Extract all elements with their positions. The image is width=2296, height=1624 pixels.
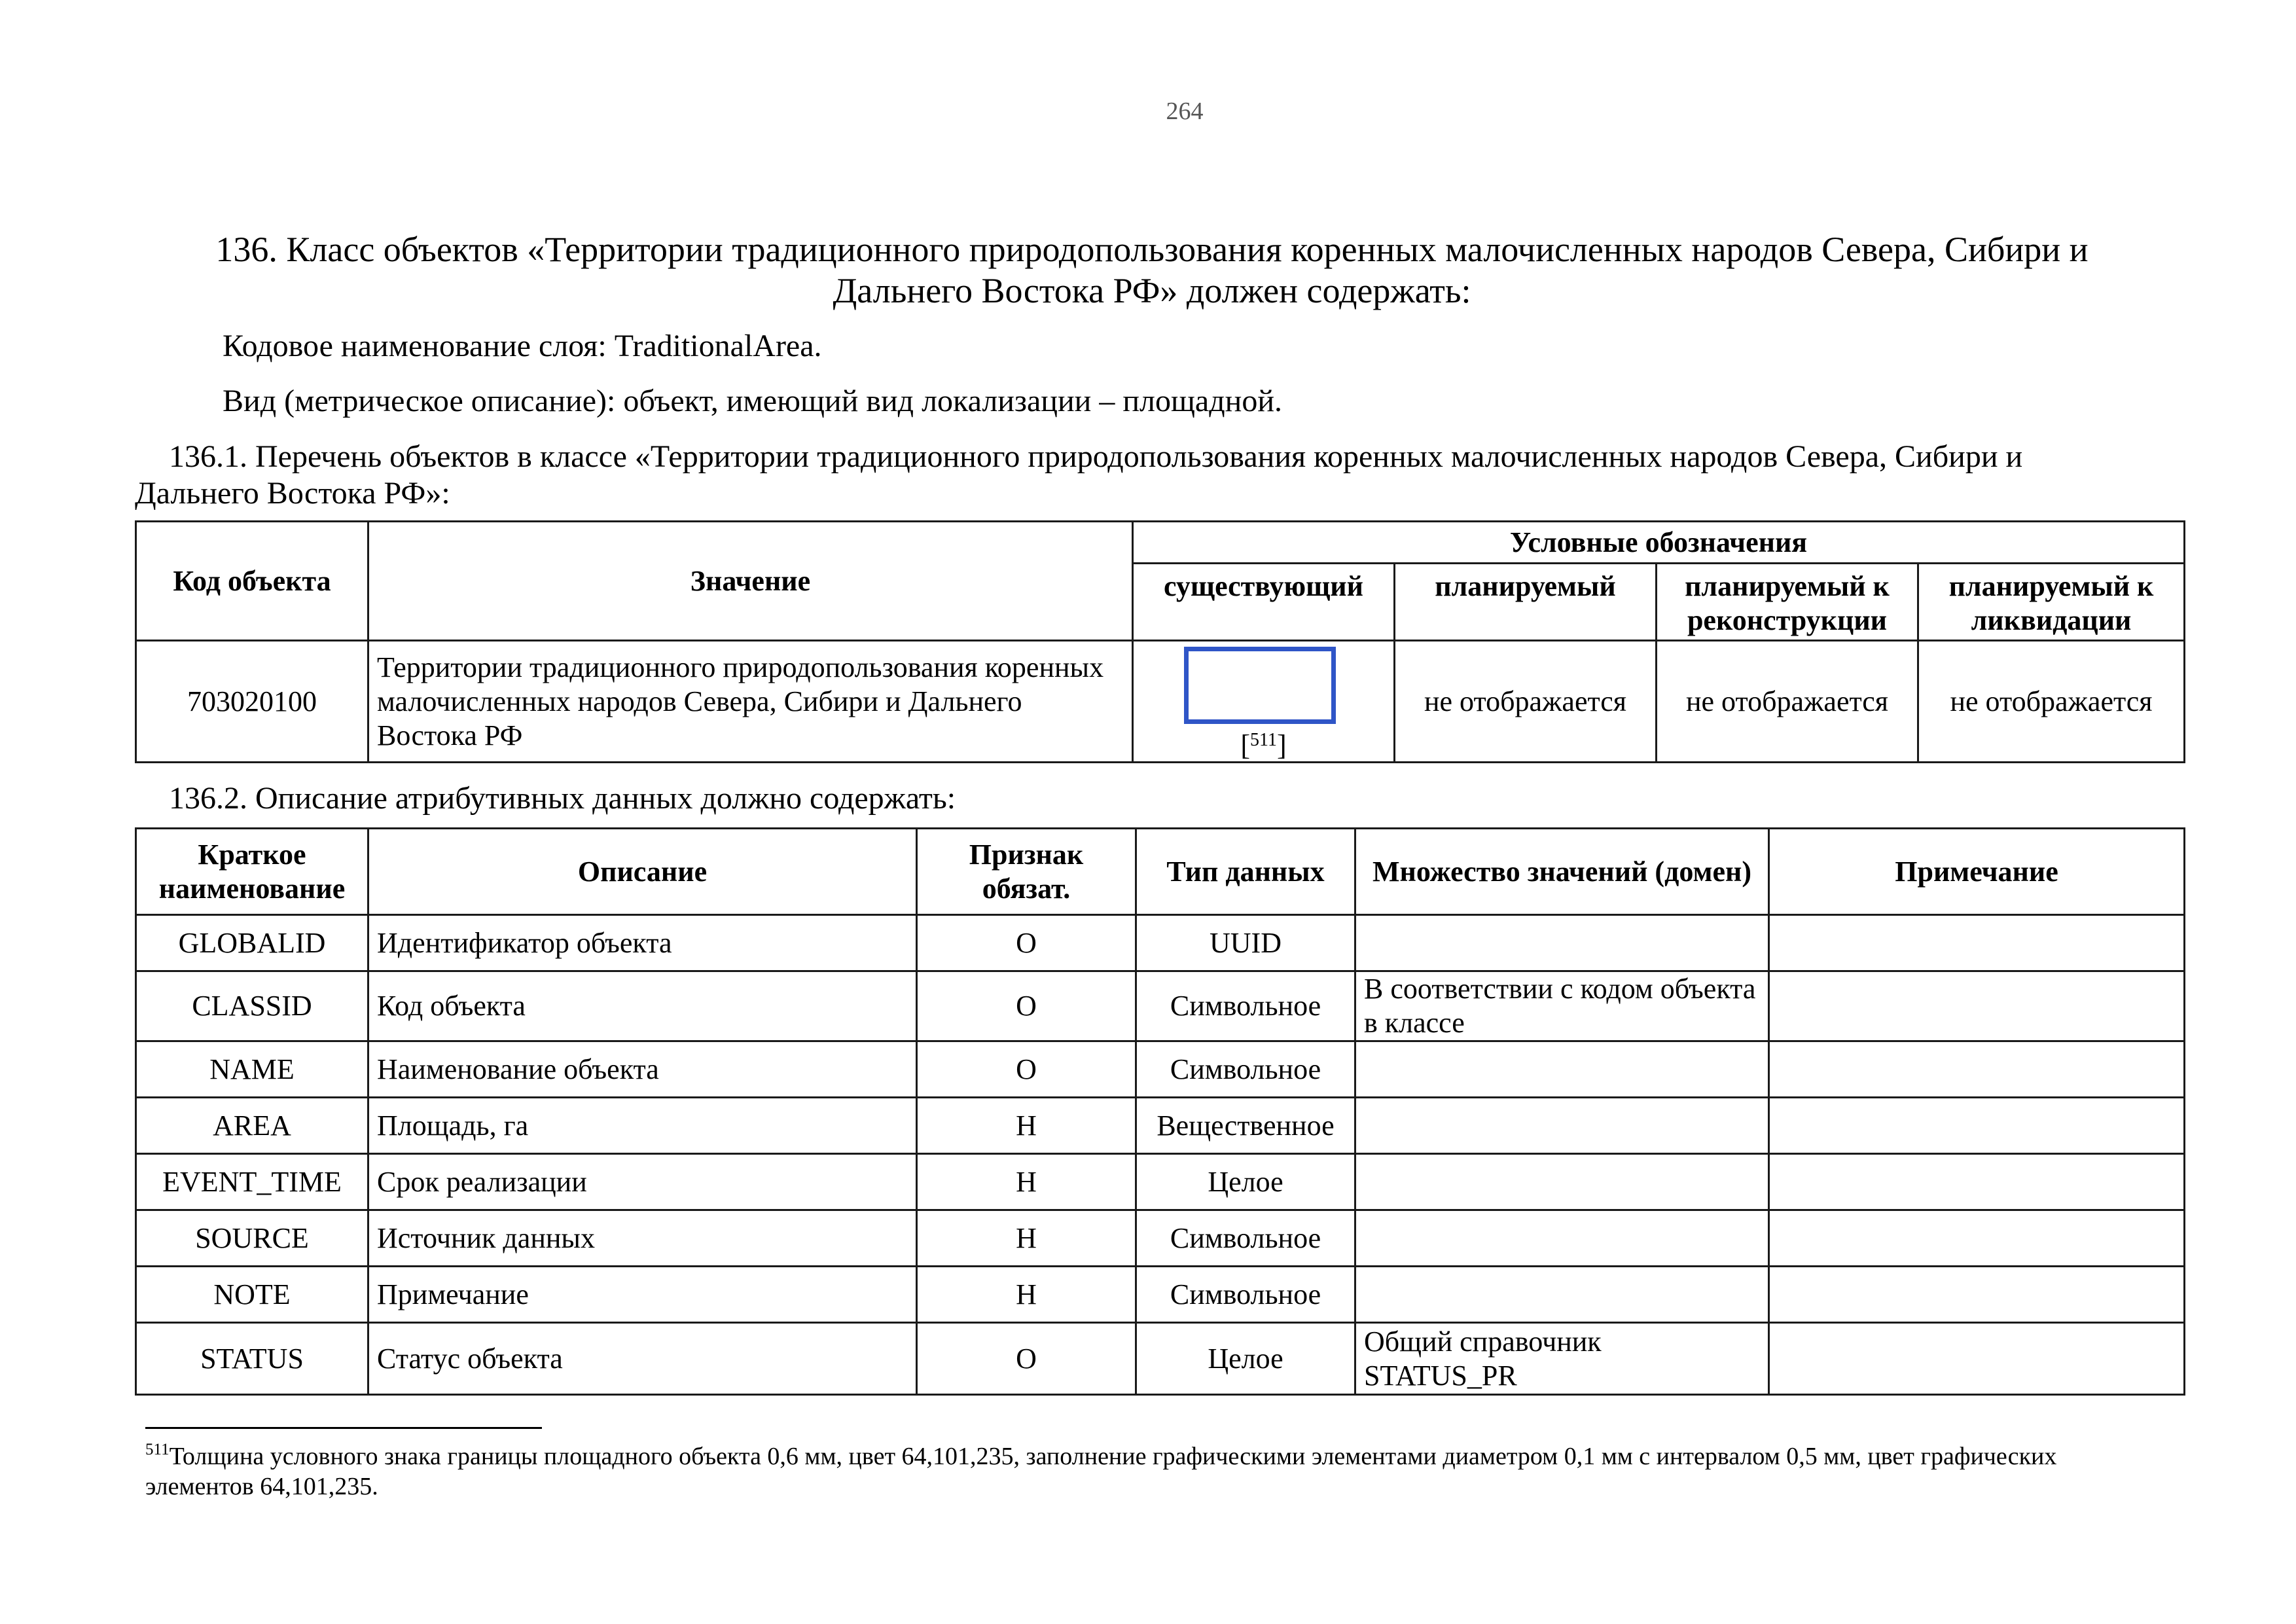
attr-note [1769, 1098, 2185, 1154]
area-symbol-swatch [1184, 647, 1336, 724]
header-required: Признак обязат. [917, 829, 1136, 915]
attr-short-name: SOURCE [136, 1210, 368, 1267]
attr-description: Идентификатор объекта [368, 915, 917, 971]
attr-domain [1355, 915, 1769, 971]
table-row [136, 1041, 2185, 1098]
geometry-line: Вид (метрическое описание): объект, имеющий вид локализации – площадной. [223, 384, 1283, 418]
header-existing: существующий [1133, 564, 1395, 641]
planned-value: не отображается [1395, 641, 1657, 763]
attributes-heading: 136.2. Описание атрибутивных данных должно содержать: [169, 781, 956, 816]
attr-short-name: GLOBALID [136, 915, 368, 971]
table-row [136, 1098, 2185, 1154]
attr-short-name: AREA [136, 1098, 368, 1154]
attr-short-name: EVENT_TIME [136, 1154, 368, 1210]
object-code: 703020100 [136, 641, 368, 763]
attr-short-name: NOTE [136, 1267, 368, 1323]
header-planned-liquidation: планируемый к ликвидации [1918, 564, 2185, 641]
attr-note [1769, 1210, 2185, 1267]
attr-required: Н [917, 1154, 1136, 1210]
header-code: Код объекта [136, 522, 368, 641]
page-number: 264 [1166, 98, 1204, 125]
attr-description: Примечание [368, 1267, 917, 1323]
attr-required: О [917, 915, 1136, 971]
attr-data-type: Символьное [1136, 1267, 1355, 1323]
list-heading-line2: Дальнего Востока РФ»: [135, 476, 450, 511]
attr-note [1769, 1154, 2185, 1210]
attr-short-name: STATUS [136, 1323, 368, 1395]
attr-short-name: CLASSID [136, 971, 368, 1041]
footnote-reference[interactable]: [$^{511}$] [1240, 729, 1287, 761]
attr-short-name: NAME [136, 1041, 368, 1098]
attr-required: Н [917, 1267, 1136, 1323]
header-description: Описание [368, 829, 917, 915]
table-row [136, 1210, 2185, 1267]
footnote-separator [145, 1427, 542, 1429]
planned-liquidation-value: не отображается [1918, 641, 2185, 763]
attr-note [1769, 1041, 2185, 1098]
table-row [136, 1323, 2185, 1395]
table-row [136, 641, 2185, 763]
attr-data-type: UUID [1136, 915, 1355, 971]
attr-domain [1355, 1267, 1769, 1323]
attributes-table [135, 827, 2185, 1396]
attr-domain: Общий справочник STATUS_PR [1355, 1323, 1769, 1395]
attr-data-type: Символьное [1136, 1210, 1355, 1267]
object-legend-table [135, 520, 2185, 763]
attr-domain [1355, 1210, 1769, 1267]
footnote-text: Толщина условного знака границы площадного объекта 0,6 мм, цвет 64,101,235, заполнение графическими элементами диаметром 0,1 мм с интервалом 0,5 мм, цвет графических элементов 64,101,235. [145, 1443, 2057, 1500]
header-data-type: Тип данных [1136, 829, 1355, 915]
attr-required: Н [917, 1098, 1136, 1154]
attr-data-type: Целое [1136, 1154, 1355, 1210]
attr-domain [1355, 1041, 1769, 1098]
attr-description: Код объекта [368, 971, 917, 1041]
attr-required: Н [917, 1210, 1136, 1267]
attr-note [1769, 971, 2185, 1041]
header-short-name: Краткое наименование [136, 829, 368, 915]
attr-description: Площадь, га [368, 1098, 917, 1154]
table-row [136, 1267, 2185, 1323]
header-value: Значение [368, 522, 1133, 641]
attr-note [1769, 915, 2185, 971]
header-planned-reconstruction: планируемый к реконструкции [1657, 564, 1918, 641]
section-heading: 136. Класс объектов «Территории традиционного природопользования коренных малочисленных народов Севера, Сибири и Дальнего Востока РФ» должен содержать: [215, 230, 2089, 310]
attr-description: Срок реализации [368, 1154, 917, 1210]
attr-description: Источник данных [368, 1210, 917, 1267]
attr-note [1769, 1267, 2185, 1323]
attr-description: Статус объекта [368, 1323, 917, 1395]
existing-symbol-cell [1133, 641, 1395, 763]
footnote [145, 1441, 2148, 1502]
table-row [136, 915, 2185, 971]
attr-required: О [917, 1041, 1136, 1098]
header-note: Примечание [1769, 829, 2185, 915]
layer-code-line: Кодовое наименование слоя: TraditionalArea. [223, 329, 822, 363]
header-symbols: Условные обозначения [1133, 522, 2185, 564]
list-heading-line1: 136.1. Перечень объектов в классе «Территории традиционного природопользования коренных малочисленных народов Севера, Сибири и [169, 439, 2023, 474]
attr-data-type: Вещественное [1136, 1098, 1355, 1154]
attr-domain [1355, 1098, 1769, 1154]
attr-description: Наименование объекта [368, 1041, 917, 1098]
planned-reconstruction-value: не отображается [1657, 641, 1918, 763]
header-planned: планируемый [1395, 564, 1657, 641]
attr-note [1769, 1323, 2185, 1395]
table-row [136, 971, 2185, 1041]
attr-data-type: Целое [1136, 1323, 1355, 1395]
header-domain: Множество значений (домен) [1355, 829, 1769, 915]
attr-required: О [917, 1323, 1136, 1395]
attr-data-type: Символьное [1136, 1041, 1355, 1098]
footnote-number: 511 [145, 1441, 170, 1458]
attr-domain [1355, 1154, 1769, 1210]
object-value: Территории традиционного природопользования коренных малочисленных народов Севера, Сибири и Дальнего Востока РФ [368, 641, 1133, 763]
attr-data-type: Символьное [1136, 971, 1355, 1041]
table-row [136, 1154, 2185, 1210]
attr-domain: В соответствии с кодом объекта в классе [1355, 971, 1769, 1041]
attr-required: О [917, 971, 1136, 1041]
